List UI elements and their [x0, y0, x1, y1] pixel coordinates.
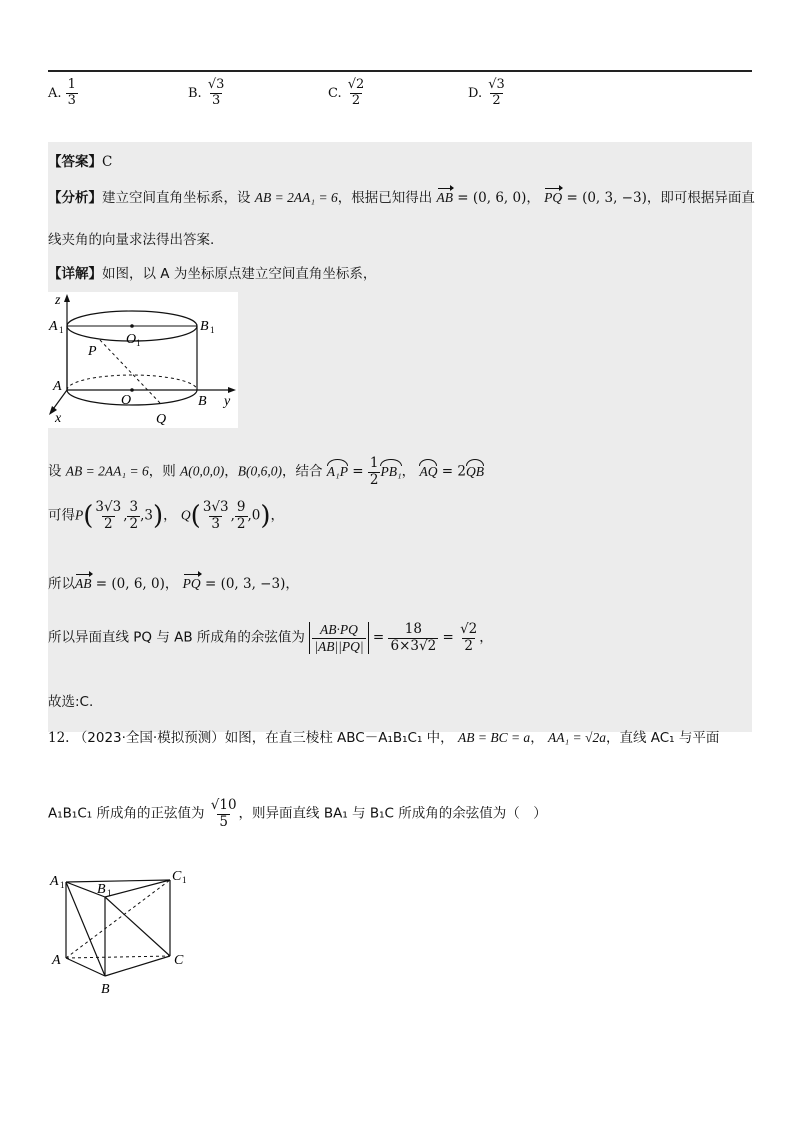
label-b1: B	[97, 882, 106, 897]
detail-line: 【详解】如图，以 A 为坐标原点建立空间直角坐标系，	[48, 266, 377, 282]
label-a1: A	[50, 874, 59, 889]
p-y-fraction: $\frac{3}{2}$	[129, 499, 139, 532]
figure-background	[48, 292, 238, 428]
label-p: P	[88, 344, 97, 359]
sine-fraction: $\frac{√10}{5}$	[210, 797, 237, 830]
answer-line: 【答案】C	[48, 154, 113, 170]
label-b: B	[198, 394, 207, 409]
step4-line: 所以异面直线 PQ 与 AB 所成角的余弦值为 $\frac{AB\cdot PQ}{|AB||PQ|}$ = $\frac{18}{6\times 3√2}$ = $\frac{√2}{2}$ ，	[48, 621, 493, 654]
option-b-fraction: $\frac{√3}{3}$	[207, 77, 225, 108]
label-b1-sub: 1	[107, 888, 112, 898]
label-o1: O	[126, 332, 137, 347]
abs-cosine-expression: $\frac{AB\cdot PQ}{|AB||PQ|}$	[309, 622, 368, 654]
label-b: B	[101, 982, 110, 997]
q-x-fraction: $\frac{3√3}{3}$	[202, 499, 229, 532]
label-z: z	[55, 293, 61, 308]
label-c: C	[174, 953, 184, 968]
label-x: x	[55, 411, 62, 426]
cosine-fraction-3: $\frac{√2}{2}$	[460, 621, 478, 654]
label-a1-sub: 1	[59, 325, 64, 335]
analysis-line: 【分析】建立空间直角坐标系，设 AB = 2AA₁ = 6，根据已知得出 AB = (0, 6, 0)， PQ = (0, 3, −3)，即可根据异面直	[48, 190, 755, 206]
analysis-line-2: 线夹角的向量求法得出答案.	[48, 232, 215, 248]
half-fraction: $\frac{1}{2}$	[369, 455, 379, 488]
option-d[interactable]: D. $\frac{√3}{2}$	[468, 77, 505, 108]
option-d-fraction: $\frac{√3}{2}$	[488, 77, 505, 108]
step3-line: 所以AB = (0, 6, 0)， PQ = (0, 3, −3)，	[48, 576, 299, 592]
option-a-fraction: $\frac{1}{3}$	[67, 77, 76, 108]
option-c[interactable]: C. $\frac{√2}{2}$	[328, 77, 365, 108]
label-a: A	[53, 379, 62, 394]
cosine-fraction-2: $\frac{18}{6\times 3√2}$	[390, 621, 437, 654]
edge-b1c1	[105, 880, 170, 897]
label-b1-sub: 1	[210, 325, 215, 335]
diagonal-b1c	[105, 897, 170, 956]
point-o	[130, 388, 134, 392]
edge-ac-hidden	[66, 956, 170, 958]
label-y: y	[224, 394, 231, 409]
label-a1-sub: 1	[60, 880, 65, 890]
cylinder-figure	[48, 292, 238, 428]
label-a1: A	[49, 319, 58, 334]
label-b1: B	[200, 319, 209, 334]
option-a[interactable]: A. $\frac{1}{3}$	[48, 77, 76, 108]
label-o: O	[121, 393, 132, 408]
q-y-fraction: $\frac{9}{2}$	[236, 499, 246, 532]
answer-value: C	[102, 154, 113, 170]
label-q: Q	[156, 412, 167, 427]
step1-line: 设 AB = 2AA₁ = 6，则 A(0,0,0)，B(0,6,0)，结合 A₁P = $\frac{1}{2}$ PB₁， AQ = 2QB	[48, 455, 484, 488]
edge-a1c1	[66, 880, 170, 882]
prism-figure	[48, 866, 208, 1000]
p-x-fraction: $\frac{3√3}{2}$	[95, 499, 122, 532]
label-o1-sub: 1	[136, 338, 141, 348]
conclusion-line: 故选:C.	[48, 694, 94, 710]
label-a: A	[52, 953, 61, 968]
label-c1-sub: 1	[182, 875, 187, 885]
label-c1: C	[172, 869, 182, 884]
option-c-fraction: $\frac{√2}{2}$	[347, 77, 365, 108]
step2-line: 可得P( $\frac{3√3}{2}$ , $\frac{3}{2}$ ,3)， Q( $\frac{3√3}{3}$ , $\frac{9}{2}$ ,0)，	[48, 499, 285, 532]
option-b[interactable]: B. $\frac{√3}{3}$	[188, 77, 225, 108]
point-o1	[130, 324, 134, 328]
edge-bc	[105, 956, 170, 976]
q12-line-1: 12. （2023·全国·模拟预测）如图，在直三棱柱 ABC－A₁B₁C₁ 中， AB = BC = a， AA₁ = √2a，直线 AC₁ 与平面	[48, 730, 720, 746]
q12-line-2: A₁B₁C₁ 所成角的正弦值为 $\frac{√10}{5}$ ，则异面直线 BA₁ 与 B₁C 所成角的余弦值为（ ）	[48, 797, 547, 830]
top-rule	[48, 70, 752, 72]
